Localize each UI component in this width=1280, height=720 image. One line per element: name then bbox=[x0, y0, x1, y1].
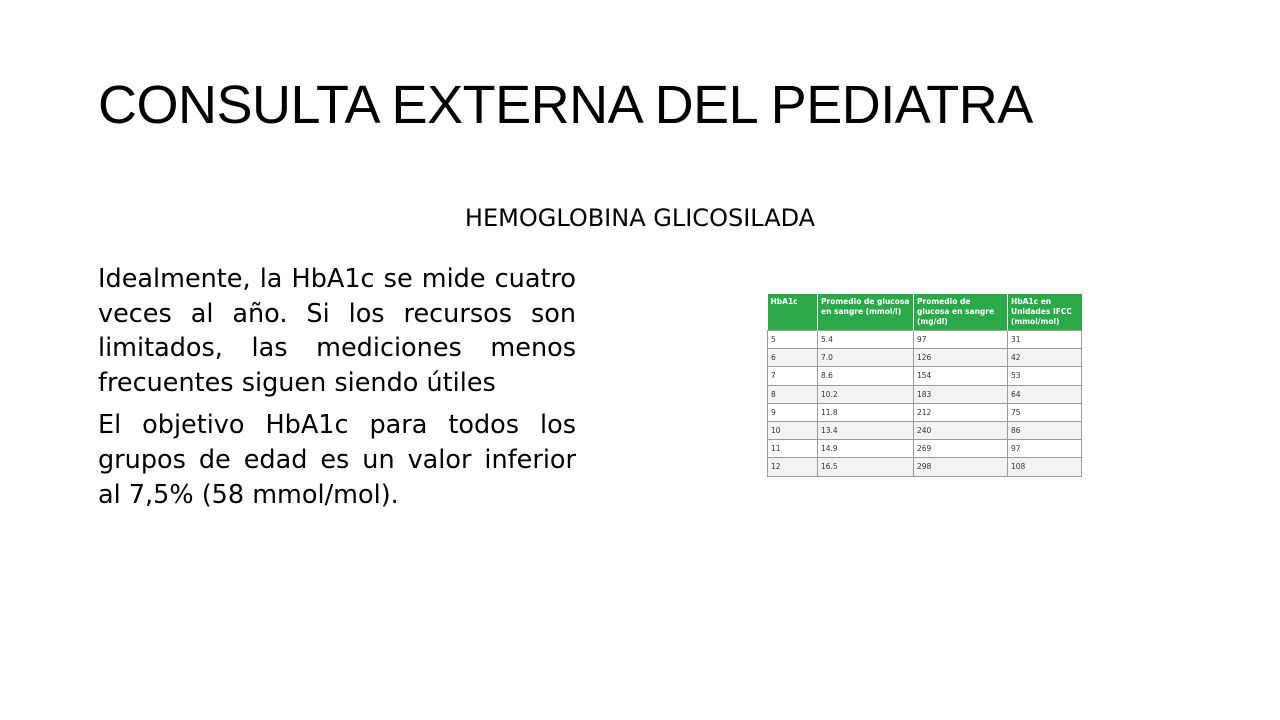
table-cell: 97 bbox=[914, 331, 1008, 349]
hba1c-conversion-table bbox=[767, 294, 1082, 477]
table-cell: 13.4 bbox=[818, 421, 914, 439]
table-cell: 8 bbox=[768, 385, 818, 403]
paragraph-target: El objetivo HbA1c para todos los grupos de edad es un valor inferior al 7,5% (58 mmol/mol). bbox=[98, 410, 576, 510]
table-cell: 183 bbox=[914, 385, 1008, 403]
table-cell: 212 bbox=[914, 403, 1008, 421]
paragraph-frequency: Idealmente, la HbA1c se mide cuatro veces al año. Si los recursos son limitados, las mediciones menos frecuentes siguen siendo útiles bbox=[98, 264, 576, 398]
header-hba1c: HbA1c bbox=[768, 294, 818, 331]
table-cell: 97 bbox=[1008, 440, 1082, 458]
table-cell: 5 bbox=[768, 331, 818, 349]
table-cell: 126 bbox=[914, 349, 1008, 367]
table-cell: 5.4 bbox=[818, 331, 914, 349]
table-cell: 108 bbox=[1008, 458, 1082, 476]
table-row bbox=[768, 385, 1082, 403]
table-cell: 298 bbox=[914, 458, 1008, 476]
table-cell: 11 bbox=[768, 440, 818, 458]
table-cell: 7 bbox=[768, 367, 818, 385]
table-cell: 12 bbox=[768, 458, 818, 476]
header-glucose-mmol: Promedio de glucosa en sangre (mmol/l) bbox=[818, 294, 914, 331]
table-row bbox=[768, 367, 1082, 385]
table-cell: 154 bbox=[914, 367, 1008, 385]
slide-subtitle: HEMOGLOBINA GLICOSILADA bbox=[464, 204, 816, 232]
table-cell: 86 bbox=[1008, 421, 1082, 439]
table-cell: 75 bbox=[1008, 403, 1082, 421]
table-row bbox=[768, 403, 1082, 421]
table-cell: 269 bbox=[914, 440, 1008, 458]
table-cell: 8.6 bbox=[818, 367, 914, 385]
table-row bbox=[768, 349, 1082, 367]
header-glucose-mgdl: Promedio de glucosa en sangre (mg/dl) bbox=[914, 294, 1008, 331]
table-cell: 42 bbox=[1008, 349, 1082, 367]
slide-title: CONSULTA EXTERNA DEL PEDIATRA bbox=[98, 75, 1033, 135]
table-cell: 53 bbox=[1008, 367, 1082, 385]
table-cell: 64 bbox=[1008, 385, 1082, 403]
table-row bbox=[768, 331, 1082, 349]
table-cell: 6 bbox=[768, 349, 818, 367]
table-cell: 7.0 bbox=[818, 349, 914, 367]
table-cell: 11.8 bbox=[818, 403, 914, 421]
table-row bbox=[768, 458, 1082, 476]
table-cell: 10.2 bbox=[818, 385, 914, 403]
table-cell: 10 bbox=[768, 421, 818, 439]
table-cell: 31 bbox=[1008, 331, 1082, 349]
table-cell: 16.5 bbox=[818, 458, 914, 476]
table-cell: 14.9 bbox=[818, 440, 914, 458]
header-hba1c-ifcc: HbA1c en Unidades IFCC (mmol/mol) bbox=[1008, 294, 1082, 331]
body-text bbox=[98, 262, 576, 520]
table-cell: 240 bbox=[914, 421, 1008, 439]
table-cell: 9 bbox=[768, 403, 818, 421]
table-row bbox=[768, 440, 1082, 458]
table-header-row bbox=[768, 294, 1082, 331]
table-row bbox=[768, 421, 1082, 439]
hba1c-table-container bbox=[767, 294, 1081, 477]
